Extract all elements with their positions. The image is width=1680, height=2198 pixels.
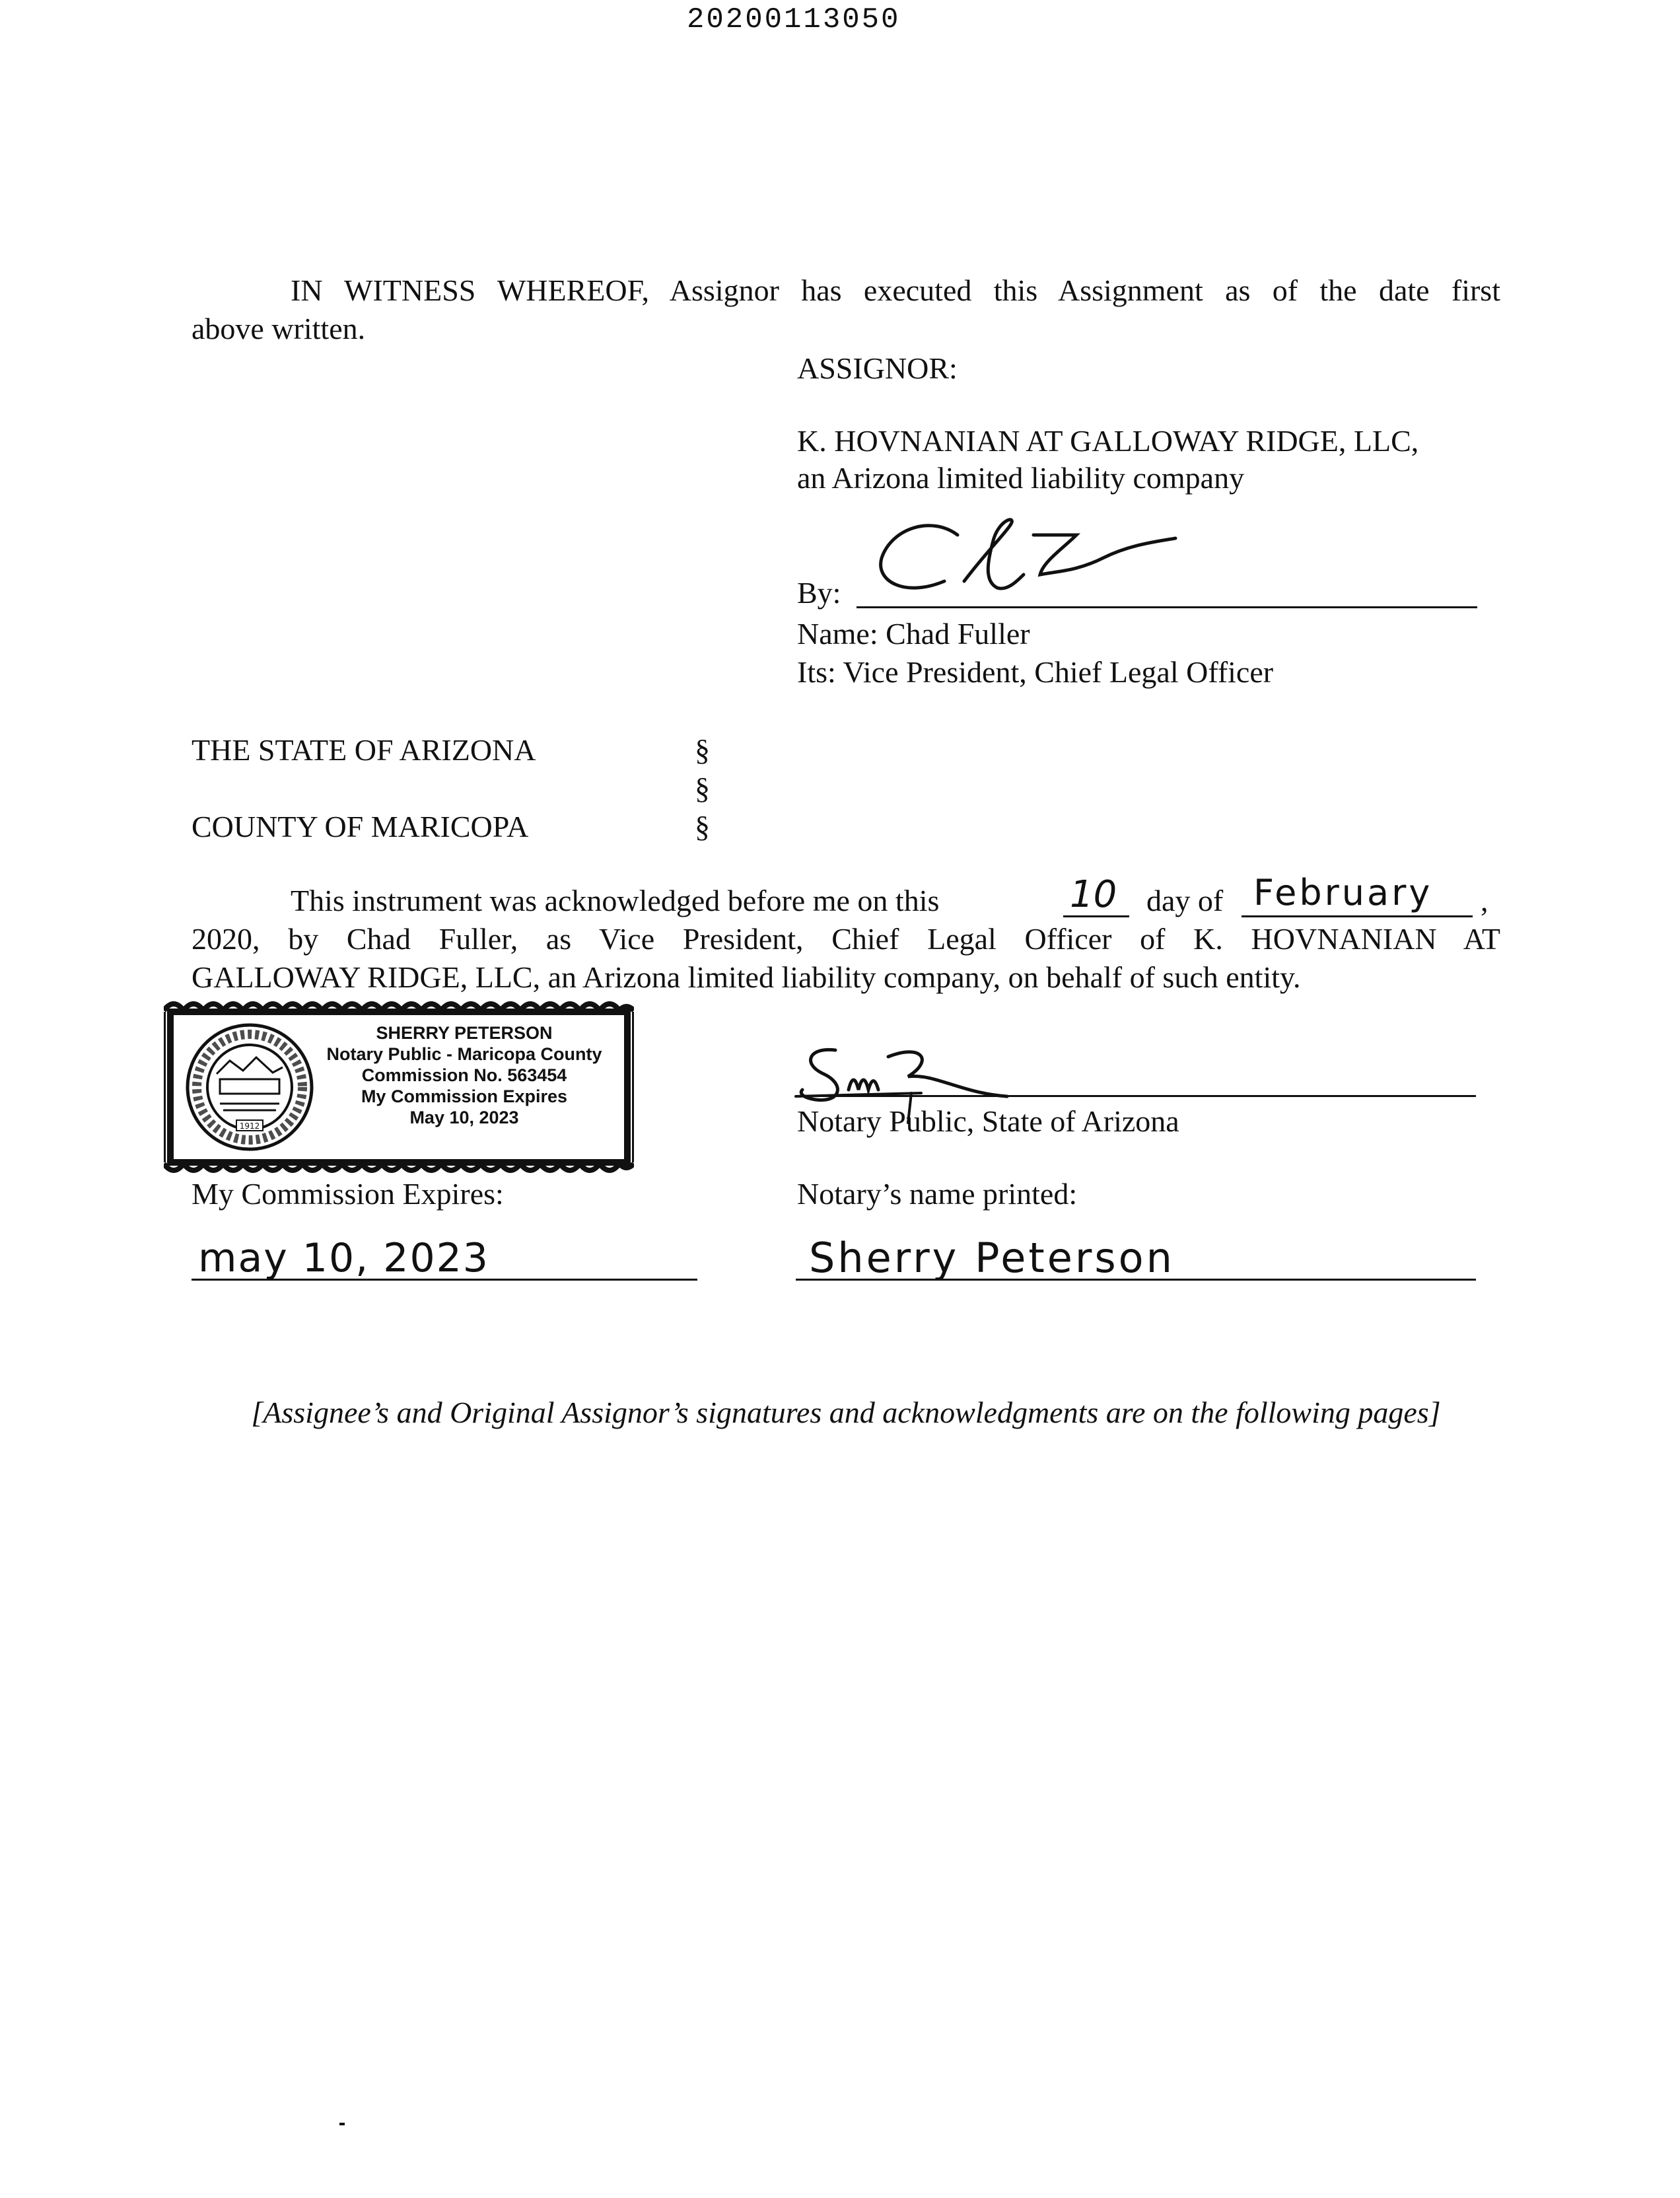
witness-line-1: IN WITNESS WHEREOF, Assignor has executed this Assignment as of the date first: [291, 273, 1500, 307]
ack-line-1b: day of: [1146, 884, 1224, 917]
notary-name-handwritten: Sherry Peterson: [809, 1234, 1175, 1282]
stamp-expires-label: My Commission Expires: [361, 1086, 568, 1106]
assignor-company-desc: an Arizona limited liability company: [797, 461, 1245, 495]
signer-name: Name: Chad Fuller: [797, 617, 1030, 651]
state-seal-icon: [184, 1021, 316, 1153]
stamp-expires-date: May 10, 2023: [409, 1108, 519, 1127]
commission-expires-label: My Commission Expires:: [192, 1177, 504, 1211]
stamp-title: Notary Public - Maricopa County: [326, 1044, 602, 1064]
ack-line-3: GALLOWAY RIDGE, LLC, an Arizona limited liability company, on behalf of such entity.: [192, 960, 1301, 994]
commission-date-handwritten: may 10, 2023: [198, 1235, 489, 1281]
by-label: By:: [797, 576, 841, 610]
section-mark-1: §: [695, 733, 710, 767]
svg-text:1912: 1912: [239, 1121, 260, 1131]
notary-stamp: [164, 997, 634, 1177]
witness-line-2: above written.: [192, 312, 366, 345]
document-number: 20200113050: [687, 3, 901, 36]
assignor-heading: ASSIGNOR:: [797, 351, 958, 385]
notary-public-label: Notary Public, State of Arizona: [797, 1104, 1179, 1138]
day-handwritten: 10: [1070, 873, 1117, 916]
scan-mark: [339, 2123, 345, 2125]
assignor-company: K. HOVNANIAN AT GALLOWAY RIDGE, LLC,: [797, 424, 1419, 458]
month-handwritten: February: [1253, 872, 1433, 913]
ack-line-2: 2020, by Chad Fuller, as Vice President, Chief Legal Officer of K. HOVNANIAN AT: [192, 922, 1500, 956]
section-mark-3: §: [695, 810, 710, 843]
venue-county: COUNTY OF MARICOPA: [192, 810, 529, 843]
footer-note: [Assignee’s and Original Assignor’s signatures and acknowledgments are on the following pages]: [251, 1396, 1441, 1429]
ack-line-1a: This instrument was acknowledged before me on this: [291, 884, 940, 917]
assignor-signature: [865, 509, 1208, 621]
stamp-name: SHERRY PETERSON: [376, 1023, 553, 1043]
month-blank: [1242, 915, 1473, 917]
section-mark-2: §: [695, 771, 710, 805]
signer-title: Its: Vice President, Chief Legal Officer: [797, 655, 1274, 689]
stamp-commission: Commission No. 563454: [361, 1065, 567, 1085]
venue-state: THE STATE OF ARIZONA: [192, 733, 536, 767]
notary-name-printed-label: Notary’s name printed:: [797, 1177, 1078, 1211]
